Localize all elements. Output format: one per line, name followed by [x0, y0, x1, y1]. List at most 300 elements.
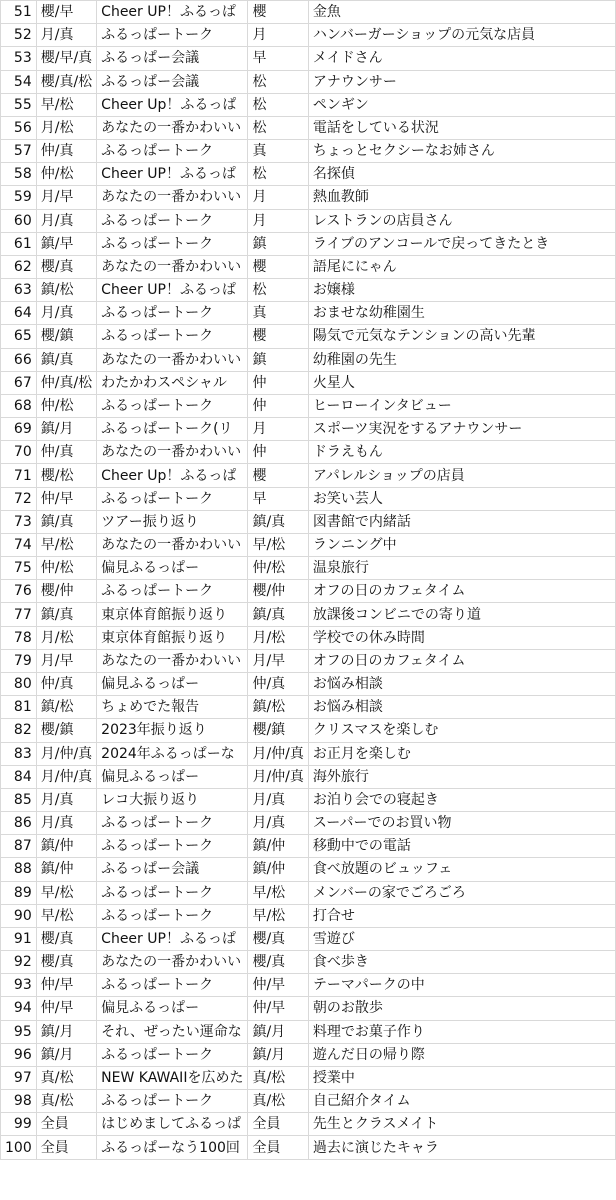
performer-cell[interactable]: 鎮/月 [248, 1020, 308, 1043]
table-row [1, 1, 616, 24]
program-cell[interactable]: Cheer Up！ふるっぱ [97, 464, 248, 487]
role-cell[interactable]: 遊んだ日の帰り際 [308, 1043, 615, 1066]
program-cell[interactable]: ふるっぱートーク [97, 232, 248, 255]
performer-cell[interactable]: 月 [248, 209, 308, 232]
performer-cell[interactable]: 鎮 [248, 348, 308, 371]
members-cell[interactable]: 鎮/仲 [36, 835, 96, 858]
table-body [1, 1, 616, 1160]
table-row [1, 835, 616, 858]
role-cell[interactable]: オフの日のカフェタイム [308, 580, 615, 603]
role-cell[interactable]: 学校での休み時間 [308, 626, 615, 649]
role-cell[interactable]: おませな幼稚園生 [308, 302, 615, 325]
table-row [1, 371, 616, 394]
performer-cell[interactable]: 仲 [248, 441, 308, 464]
performer-cell[interactable]: 月/仲/真 [248, 742, 308, 765]
role-cell[interactable]: 食べ歩き [308, 951, 615, 974]
role-cell[interactable]: ドラえもん [308, 441, 615, 464]
episode-number-cell[interactable]: 84 [1, 765, 37, 788]
members-cell[interactable]: 櫻/松 [36, 464, 96, 487]
members-cell[interactable]: 仲/真 [36, 441, 96, 464]
performer-cell[interactable]: 松 [248, 116, 308, 139]
role-cell[interactable]: 温泉旅行 [308, 557, 615, 580]
members-cell[interactable]: 櫻/真 [36, 951, 96, 974]
performer-cell[interactable]: 仲 [248, 394, 308, 417]
episode-number-cell[interactable]: 78 [1, 626, 37, 649]
members-cell[interactable]: 仲/早 [36, 997, 96, 1020]
program-cell[interactable]: ふるっぱー会議 [97, 70, 248, 93]
program-cell[interactable]: あなたの一番かわいい [97, 951, 248, 974]
table-row [1, 441, 616, 464]
members-cell[interactable]: 鎮/月 [36, 1020, 96, 1043]
role-cell[interactable]: スポーツ実況をするアナウンサー [308, 418, 615, 441]
members-cell[interactable]: 早/松 [36, 533, 96, 556]
program-cell[interactable]: NEW KAWAIIを広めた [97, 1066, 248, 1089]
episode-number-cell[interactable]: 73 [1, 510, 37, 533]
episode-number-cell[interactable]: 88 [1, 858, 37, 881]
episode-number-cell[interactable]: 64 [1, 302, 37, 325]
episode-number-cell[interactable]: 99 [1, 1113, 37, 1136]
performer-cell[interactable]: 鎮 [248, 232, 308, 255]
performer-cell[interactable]: 月 [248, 186, 308, 209]
role-cell[interactable]: 自己紹介タイム [308, 1090, 615, 1113]
episode-number-cell[interactable]: 83 [1, 742, 37, 765]
table-row [1, 951, 616, 974]
role-cell[interactable]: 熱血教師 [308, 186, 615, 209]
episode-number-cell[interactable]: 62 [1, 255, 37, 278]
role-cell[interactable]: ちょっとセクシーなお姉さん [308, 140, 615, 163]
table-row [1, 279, 616, 302]
role-cell[interactable]: ランニング中 [308, 533, 615, 556]
episode-number-cell[interactable]: 77 [1, 603, 37, 626]
performer-cell[interactable]: 櫻/仲 [248, 580, 308, 603]
role-cell[interactable]: 電話をしている状況 [308, 116, 615, 139]
performer-cell[interactable]: 鎮/仲 [248, 835, 308, 858]
performer-cell[interactable]: 早/松 [248, 904, 308, 927]
episode-number-cell[interactable]: 86 [1, 812, 37, 835]
program-cell[interactable]: はじめましてふるっぱ [97, 1113, 248, 1136]
role-cell[interactable]: お泊り会での寝起き [308, 788, 615, 811]
role-cell[interactable]: 名探偵 [308, 163, 615, 186]
episode-number-cell[interactable]: 95 [1, 1020, 37, 1043]
members-cell[interactable]: 鎮/松 [36, 696, 96, 719]
role-cell[interactable]: お笑い芸人 [308, 487, 615, 510]
program-cell[interactable]: 偏見ふるっぱー [97, 557, 248, 580]
members-cell[interactable]: 月/松 [36, 116, 96, 139]
episode-number-cell[interactable]: 79 [1, 649, 37, 672]
performer-cell[interactable]: 鎮/月 [248, 1043, 308, 1066]
table-row [1, 649, 616, 672]
role-cell[interactable]: 雪遊び [308, 927, 615, 950]
members-cell[interactable]: 全員 [36, 1113, 96, 1136]
program-cell[interactable]: 2024年ふるっぱーな [97, 742, 248, 765]
table-row [1, 510, 616, 533]
members-cell[interactable]: 月/仲/真 [36, 765, 96, 788]
table-row [1, 302, 616, 325]
performer-cell[interactable]: 鎮/仲 [248, 858, 308, 881]
table-row [1, 580, 616, 603]
program-cell[interactable]: あなたの一番かわいい [97, 348, 248, 371]
table-row [1, 348, 616, 371]
members-cell[interactable]: 鎮/真 [36, 348, 96, 371]
episode-number-cell[interactable]: 90 [1, 904, 37, 927]
episode-number-cell[interactable]: 87 [1, 835, 37, 858]
performer-cell[interactable]: 鎮/真 [248, 603, 308, 626]
table-row [1, 904, 616, 927]
role-cell[interactable]: テーマパークの中 [308, 974, 615, 997]
program-cell[interactable]: ふるっぱートーク [97, 974, 248, 997]
members-cell[interactable]: 早/松 [36, 881, 96, 904]
role-cell[interactable]: お悩み相談 [308, 696, 615, 719]
program-cell[interactable]: ふるっぱー会議 [97, 858, 248, 881]
episode-number-cell[interactable]: 66 [1, 348, 37, 371]
table-row [1, 1113, 616, 1136]
performer-cell[interactable]: 鎮/真 [248, 510, 308, 533]
program-cell[interactable]: ふるっぱートーク [97, 140, 248, 163]
episode-number-cell[interactable]: 85 [1, 788, 37, 811]
program-cell[interactable]: ふるっぱートーク [97, 1043, 248, 1066]
members-cell[interactable]: 櫻/鎮 [36, 325, 96, 348]
episode-number-cell[interactable]: 54 [1, 70, 37, 93]
performer-cell[interactable]: 鎮/松 [248, 696, 308, 719]
table-row [1, 209, 616, 232]
members-cell[interactable]: 仲/真 [36, 672, 96, 695]
performer-cell[interactable]: 仲 [248, 371, 308, 394]
role-cell[interactable]: スーパーでのお買い物 [308, 812, 615, 835]
members-cell[interactable]: 全員 [36, 1136, 96, 1159]
members-cell[interactable]: 月/真 [36, 812, 96, 835]
performer-cell[interactable]: 真/松 [248, 1066, 308, 1089]
performer-cell[interactable]: 仲/早 [248, 997, 308, 1020]
role-cell[interactable]: 打合せ [308, 904, 615, 927]
program-cell[interactable]: ふるっぱートーク [97, 24, 248, 47]
members-cell[interactable]: 月/早 [36, 186, 96, 209]
table-row [1, 765, 616, 788]
program-cell[interactable]: ふるっぱートーク [97, 209, 248, 232]
program-cell[interactable]: ふるっぱートーク [97, 394, 248, 417]
program-cell[interactable]: あなたの一番かわいい [97, 441, 248, 464]
program-cell[interactable]: ふるっぱートーク(リ [97, 418, 248, 441]
table-row [1, 1136, 616, 1159]
members-cell[interactable]: 早/松 [36, 93, 96, 116]
episode-number-cell[interactable]: 57 [1, 140, 37, 163]
program-cell[interactable]: 偏見ふるっぱー [97, 997, 248, 1020]
episode-number-cell[interactable]: 55 [1, 93, 37, 116]
members-cell[interactable]: 鎮/仲 [36, 858, 96, 881]
performer-cell[interactable]: 月 [248, 418, 308, 441]
role-cell[interactable]: 海外旅行 [308, 765, 615, 788]
program-cell[interactable]: 偏見ふるっぱー [97, 672, 248, 695]
members-cell[interactable]: 月/仲/真 [36, 742, 96, 765]
role-cell[interactable]: 授業中 [308, 1066, 615, 1089]
members-cell[interactable]: 櫻/真 [36, 255, 96, 278]
role-cell[interactable]: オフの日のカフェタイム [308, 649, 615, 672]
program-cell[interactable]: レコ大振り返り [97, 788, 248, 811]
members-cell[interactable]: 鎮/真 [36, 603, 96, 626]
performer-cell[interactable]: 全員 [248, 1136, 308, 1159]
performer-cell[interactable]: 月/真 [248, 812, 308, 835]
program-cell[interactable]: ふるっぱートーク [97, 580, 248, 603]
performer-cell[interactable]: 月 [248, 24, 308, 47]
program-cell[interactable]: あなたの一番かわいい [97, 116, 248, 139]
program-cell[interactable]: ふるっぱートーク [97, 325, 248, 348]
members-cell[interactable]: 仲/松 [36, 394, 96, 417]
program-cell[interactable]: Cheer UP！ふるっぱ [97, 1, 248, 24]
episode-number-cell[interactable]: 70 [1, 441, 37, 464]
program-cell[interactable]: Cheer UP！ふるっぱ [97, 163, 248, 186]
table-row [1, 742, 616, 765]
episode-number-cell[interactable]: 82 [1, 719, 37, 742]
episode-number-cell[interactable]: 100 [1, 1136, 37, 1159]
performer-cell[interactable]: 松 [248, 163, 308, 186]
members-cell[interactable]: 鎮/月 [36, 1043, 96, 1066]
program-cell[interactable]: ちょめでた報告 [97, 696, 248, 719]
table-row [1, 1020, 616, 1043]
role-cell[interactable]: 金魚 [308, 1, 615, 24]
episode-number-cell[interactable]: 67 [1, 371, 37, 394]
program-cell[interactable]: ふるっぱートーク [97, 487, 248, 510]
program-cell[interactable]: ふるっぱートーク [97, 1090, 248, 1113]
program-cell[interactable]: ふるっぱートーク [97, 812, 248, 835]
table-row [1, 974, 616, 997]
table-row [1, 696, 616, 719]
members-cell[interactable]: 真/松 [36, 1090, 96, 1113]
table-row [1, 140, 616, 163]
episode-number-cell[interactable]: 58 [1, 163, 37, 186]
table-row [1, 672, 616, 695]
table-row [1, 997, 616, 1020]
members-cell[interactable]: 月/早 [36, 649, 96, 672]
program-cell[interactable]: ふるっぱートーク [97, 904, 248, 927]
episode-number-cell[interactable]: 94 [1, 997, 37, 1020]
members-cell[interactable]: 早/松 [36, 904, 96, 927]
table-row [1, 1043, 616, 1066]
members-cell[interactable]: 鎮/月 [36, 418, 96, 441]
performer-cell[interactable]: 月/松 [248, 626, 308, 649]
program-cell[interactable]: あなたの一番かわいい [97, 533, 248, 556]
table-row [1, 186, 616, 209]
table-row [1, 533, 616, 556]
performer-cell[interactable]: 櫻 [248, 325, 308, 348]
members-cell[interactable]: 仲/真 [36, 140, 96, 163]
program-cell[interactable]: 東京体育館振り返り [97, 626, 248, 649]
program-cell[interactable]: ふるっぱートーク [97, 881, 248, 904]
program-cell[interactable]: 東京体育館振り返り [97, 603, 248, 626]
table-row [1, 47, 616, 70]
members-cell[interactable]: 櫻/早/真 [36, 47, 96, 70]
episode-number-cell[interactable]: 61 [1, 232, 37, 255]
table-row [1, 93, 616, 116]
performer-cell[interactable]: 早 [248, 47, 308, 70]
performer-cell[interactable]: 松 [248, 70, 308, 93]
performer-cell[interactable]: 早/松 [248, 881, 308, 904]
performer-cell[interactable]: 真 [248, 302, 308, 325]
members-cell[interactable]: 櫻/仲 [36, 580, 96, 603]
episode-number-cell[interactable]: 97 [1, 1066, 37, 1089]
members-cell[interactable]: 仲/早 [36, 974, 96, 997]
program-cell[interactable]: Cheer UP！ふるっぱ [97, 927, 248, 950]
program-cell[interactable]: Cheer Up！ふるっぱ [97, 93, 248, 116]
program-cell[interactable]: わたかわスペシャル [97, 371, 248, 394]
performer-cell[interactable]: 櫻/真 [248, 927, 308, 950]
table-row [1, 626, 616, 649]
table-row [1, 163, 616, 186]
performer-cell[interactable]: 真/松 [248, 1090, 308, 1113]
episode-number-cell[interactable]: 52 [1, 24, 37, 47]
table-row [1, 464, 616, 487]
table-row [1, 255, 616, 278]
episode-number-cell[interactable]: 91 [1, 927, 37, 950]
members-cell[interactable]: 真/松 [36, 1066, 96, 1089]
table-row [1, 719, 616, 742]
episode-number-cell[interactable]: 80 [1, 672, 37, 695]
program-cell[interactable]: 2023年振り返り [97, 719, 248, 742]
table-row [1, 116, 616, 139]
table-row [1, 812, 616, 835]
performer-cell[interactable]: 櫻 [248, 1, 308, 24]
table-row [1, 1090, 616, 1113]
episode-number-cell[interactable]: 71 [1, 464, 37, 487]
episode-number-cell[interactable]: 89 [1, 881, 37, 904]
role-cell[interactable]: ペンギン [308, 93, 615, 116]
episode-number-cell[interactable]: 93 [1, 974, 37, 997]
program-cell[interactable]: あなたの一番かわいい [97, 649, 248, 672]
episode-number-cell[interactable]: 75 [1, 557, 37, 580]
role-cell[interactable]: ライブのアンコールで戻ってきたとき [308, 232, 615, 255]
role-cell[interactable]: 料理でお菓子作り [308, 1020, 615, 1043]
table-row [1, 232, 616, 255]
role-cell[interactable]: お正月を楽しむ [308, 742, 615, 765]
performer-cell[interactable]: 仲/真 [248, 672, 308, 695]
role-cell[interactable]: クリスマスを楽しむ [308, 719, 615, 742]
performer-cell[interactable]: 月/早 [248, 649, 308, 672]
members-cell[interactable]: 月/真 [36, 209, 96, 232]
episode-number-cell[interactable]: 60 [1, 209, 37, 232]
episode-number-cell[interactable]: 53 [1, 47, 37, 70]
members-cell[interactable]: 櫻/早 [36, 1, 96, 24]
episode-number-cell[interactable]: 81 [1, 696, 37, 719]
role-cell[interactable]: 先生とクラスメイト [308, 1113, 615, 1136]
program-cell[interactable]: ふるっぱー会議 [97, 47, 248, 70]
program-cell[interactable]: あなたの一番かわいい [97, 186, 248, 209]
program-cell[interactable]: あなたの一番かわいい [97, 255, 248, 278]
performer-cell[interactable]: 真 [248, 140, 308, 163]
role-cell[interactable]: 火星人 [308, 371, 615, 394]
episode-number-cell[interactable]: 59 [1, 186, 37, 209]
program-cell[interactable]: ふるっぱーなう100回 [97, 1136, 248, 1159]
table-row [1, 603, 616, 626]
members-cell[interactable]: 月/真 [36, 302, 96, 325]
episode-number-cell[interactable]: 96 [1, 1043, 37, 1066]
members-cell[interactable]: 仲/松 [36, 163, 96, 186]
role-cell[interactable]: 朝のお散歩 [308, 997, 615, 1020]
performer-cell[interactable]: 月/真 [248, 788, 308, 811]
members-cell[interactable]: 仲/松 [36, 557, 96, 580]
role-cell[interactable]: 放課後コンビニでの寄り道 [308, 603, 615, 626]
role-cell[interactable]: アナウンサー [308, 70, 615, 93]
role-cell[interactable]: 移動中での電話 [308, 835, 615, 858]
performer-cell[interactable]: 松 [248, 279, 308, 302]
program-cell[interactable]: Cheer UP！ふるっぱ [97, 279, 248, 302]
program-cell[interactable]: それ、ぜったい運命な [97, 1020, 248, 1043]
table-row [1, 487, 616, 510]
performer-cell[interactable]: 櫻 [248, 255, 308, 278]
episode-number-cell[interactable]: 98 [1, 1090, 37, 1113]
table-row [1, 394, 616, 417]
performer-cell[interactable]: 櫻 [248, 464, 308, 487]
role-cell[interactable]: 幼稚園の先生 [308, 348, 615, 371]
table-row [1, 70, 616, 93]
table-row [1, 418, 616, 441]
role-cell[interactable]: レストランの店員さん [308, 209, 615, 232]
table-row [1, 927, 616, 950]
members-cell[interactable]: 鎮/松 [36, 279, 96, 302]
episode-number-cell[interactable]: 69 [1, 418, 37, 441]
role-cell[interactable]: 食べ放題のビュッフェ [308, 858, 615, 881]
role-cell[interactable]: ハンバーガーショップの元気な店員 [308, 24, 615, 47]
performer-cell[interactable]: 早 [248, 487, 308, 510]
performer-cell[interactable]: 櫻/真 [248, 951, 308, 974]
role-cell[interactable]: アパレルショップの店員 [308, 464, 615, 487]
episode-number-cell[interactable]: 56 [1, 116, 37, 139]
episode-number-cell[interactable]: 65 [1, 325, 37, 348]
program-cell[interactable]: ふるっぱートーク [97, 835, 248, 858]
episode-number-cell[interactable]: 72 [1, 487, 37, 510]
role-cell[interactable]: 過去に演じたキャラ [308, 1136, 615, 1159]
role-cell[interactable]: 語尾ににゃん [308, 255, 615, 278]
members-cell[interactable]: 仲/真/松 [36, 371, 96, 394]
program-cell[interactable]: ふるっぱートーク [97, 302, 248, 325]
members-cell[interactable]: 鎮/真 [36, 510, 96, 533]
table-row [1, 788, 616, 811]
members-cell[interactable]: 櫻/真/松 [36, 70, 96, 93]
episode-number-cell[interactable]: 51 [1, 1, 37, 24]
role-cell[interactable]: 陽気で元気なテンションの高い先輩 [308, 325, 615, 348]
members-cell[interactable]: 月/真 [36, 788, 96, 811]
role-cell[interactable]: 図書館で内緒話 [308, 510, 615, 533]
performer-cell[interactable]: 仲/早 [248, 974, 308, 997]
members-cell[interactable]: 仲/早 [36, 487, 96, 510]
role-cell[interactable]: お悩み相談 [308, 672, 615, 695]
members-cell[interactable]: 月/松 [36, 626, 96, 649]
program-cell[interactable]: ツアー振り返り [97, 510, 248, 533]
episode-number-cell[interactable]: 74 [1, 533, 37, 556]
table-row [1, 858, 616, 881]
members-cell[interactable]: 櫻/鎮 [36, 719, 96, 742]
program-cell[interactable]: 偏見ふるっぱー [97, 765, 248, 788]
table-row [1, 325, 616, 348]
performer-cell[interactable]: 櫻/鎮 [248, 719, 308, 742]
role-cell[interactable]: お嬢様 [308, 279, 615, 302]
members-cell[interactable]: 櫻/真 [36, 927, 96, 950]
episode-number-cell[interactable]: 68 [1, 394, 37, 417]
performer-cell[interactable]: 仲/松 [248, 557, 308, 580]
role-cell[interactable]: ヒーローインタビュー [308, 394, 615, 417]
performer-cell[interactable]: 松 [248, 93, 308, 116]
episode-number-cell[interactable]: 76 [1, 580, 37, 603]
performer-cell[interactable]: 月/仲/真 [248, 765, 308, 788]
members-cell[interactable]: 鎮/早 [36, 232, 96, 255]
performer-cell[interactable]: 早/松 [248, 533, 308, 556]
role-cell[interactable]: メイドさん [308, 47, 615, 70]
performer-cell[interactable]: 全員 [248, 1113, 308, 1136]
role-cell[interactable]: メンバーの家でごろごろ [308, 881, 615, 904]
table-row [1, 24, 616, 47]
table-row [1, 881, 616, 904]
table-row [1, 557, 616, 580]
episode-number-cell[interactable]: 92 [1, 951, 37, 974]
episode-number-cell[interactable]: 63 [1, 279, 37, 302]
members-cell[interactable]: 月/真 [36, 24, 96, 47]
